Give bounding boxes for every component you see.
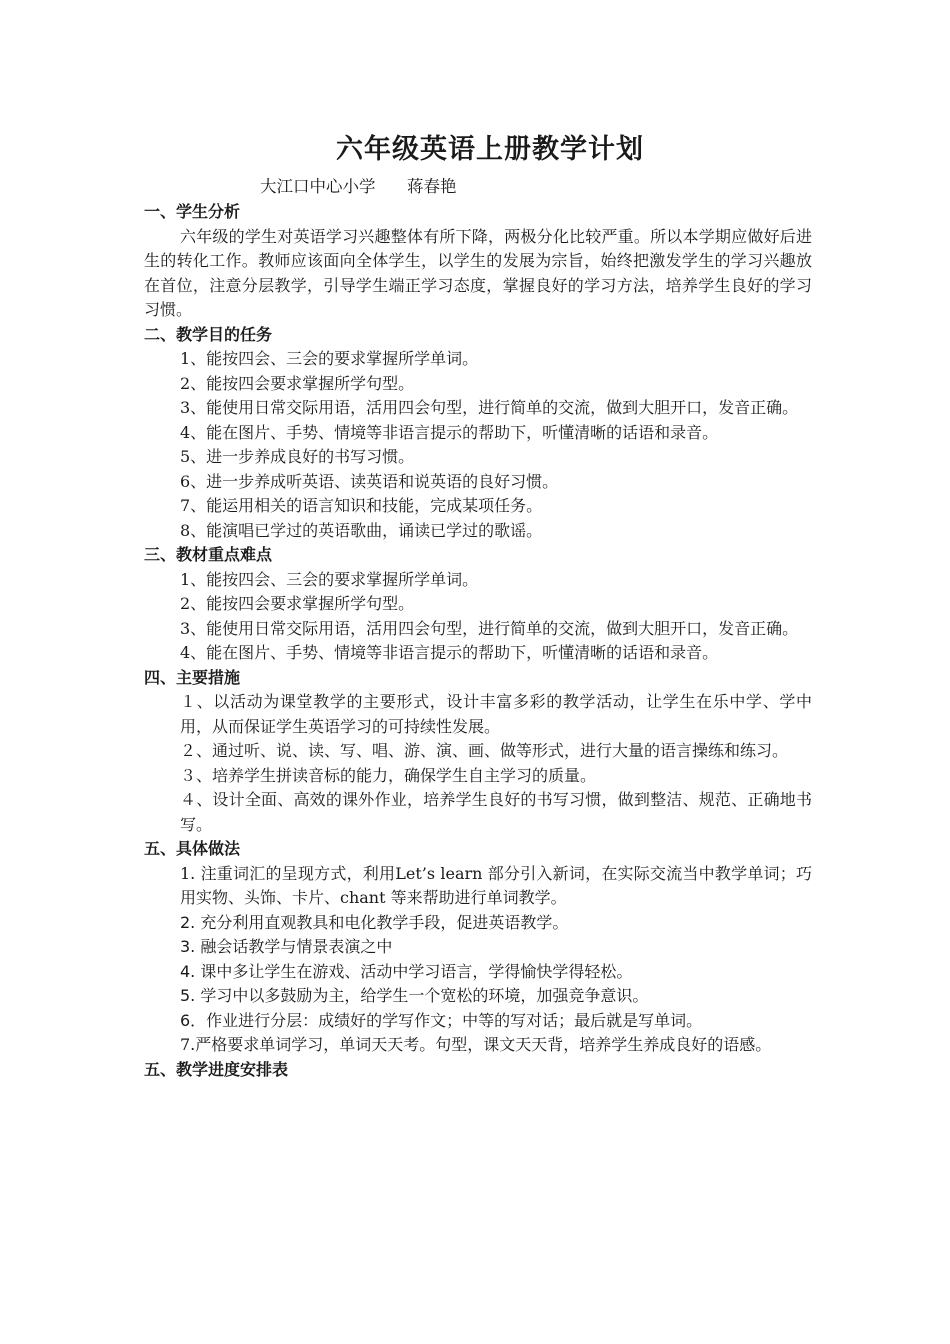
list-item: 4、能在图片、手势、情境等非语言提示的帮助下，听懂清晰的话语和录音。 (180, 422, 719, 442)
list-item: 5、进一步养成良好的书写习惯。 (180, 447, 415, 466)
document-title: 六年级英语上册教学计划 (336, 134, 644, 165)
list-item: ２、通过听、说、读、写、唱、游、演、画、做等形式，进行大量的语言操练和练习。 (180, 741, 789, 760)
section-paragraph-student-analysis: 六年级的学生对英语学习兴趣整体有所下降，两极分化比较严重。所以本学期应做好后进生的转化工作。教师应该面向全体学生，以学生的发展为宗旨，始终把激发学生的学习兴趣放在首位，注意分层教学，引导学生端正学习态度，掌握良好的学习方法，培养学生良好的学习习惯。 (144, 226, 812, 319)
document-page (144, 130, 812, 1082)
list-item: 2、能按四会要求掌握所学句型。 (180, 373, 415, 393)
section-heading-specific-methods: 五、具体做法 (144, 839, 241, 858)
list-item: １、以活动为课堂教学的主要形式，设计丰富多彩的教学活动，让学生在乐中学、学中用，从而保证学生英语学习的可持续性发展。 (180, 692, 812, 736)
list-item: 7.严格要求单词学习，单词天天考。句型，课文天天背，培养学生养成良好的语感。 (180, 1035, 772, 1054)
list-item: 3、能使用日常交际用语，活用四会句型，进行简单的交流，做到大胆开口，发音正确。 (180, 618, 799, 638)
list-item: 1、能按四会、三会的要求掌握所学单词。 (180, 569, 479, 589)
list-item: 7、能运用相关的语言知识和技能，完成某项任务。 (180, 496, 543, 515)
list-item: 2、能按四会要求掌握所学句型。 (180, 594, 415, 613)
list-item: 2. 充分利用直观教具和电化教学手段，促进英语教学。 (180, 912, 569, 932)
document-subtitle-author: 大江口中心小学 蒋春艳 (260, 177, 457, 196)
section-heading-key-points: 三、教材重点难点 (144, 545, 273, 564)
list-item: 4. 课中多让学生在游戏、活动中学习语言，学得愉快学得轻松。 (180, 961, 633, 981)
list-item: 4、能在图片、手势、情境等非语言提示的帮助下，听懂清晰的话语和录音。 (180, 643, 719, 662)
list-item: 3. 融会话教学与情景表演之中 (180, 937, 393, 956)
list-item: ３、培养学生拼读音标的能力，确保学生自主学习的质量。 (180, 765, 597, 785)
section-heading-student-analysis: 一、学生分析 (144, 202, 241, 221)
section-heading-main-measures: 四、主要措施 (144, 667, 241, 687)
list-item: 6、进一步养成听英语、读英语和说英语的良好习惯。 (180, 471, 559, 491)
list-item: 1. 注重词汇的呈现方式，利用Let’s learn 部分引入新词，在实际交流当中教学单词；巧用实物、头饰、卡片、chant 等来帮助进行单词教学。 (180, 863, 812, 907)
list-item: 8、能演唱已学过的英语歌曲，诵读已学过的歌谣。 (180, 520, 543, 540)
list-item: 3、能使用日常交际用语，活用四会句型，进行简单的交流，做到大胆开口，发音正确。 (180, 398, 799, 417)
list-item: ４、设计全面、高效的课外作业，培养学生良好的书写习惯，做到整洁、规范、正确地书写。 (180, 790, 812, 834)
list-item: 5. 学习中以多鼓励为主，给学生一个宽松的环境，加强竞争意识。 (180, 986, 649, 1005)
section-heading-schedule: 五、教学进度安排表 (144, 1059, 289, 1079)
section-heading-teaching-goals: 二、教学目的任务 (144, 324, 273, 344)
list-item: 6．作业进行分层：成绩好的学写作文；中等的写对话；最后就是写单词。 (180, 1010, 703, 1030)
list-item: 1、能按四会、三会的要求掌握所学单词。 (180, 349, 479, 368)
